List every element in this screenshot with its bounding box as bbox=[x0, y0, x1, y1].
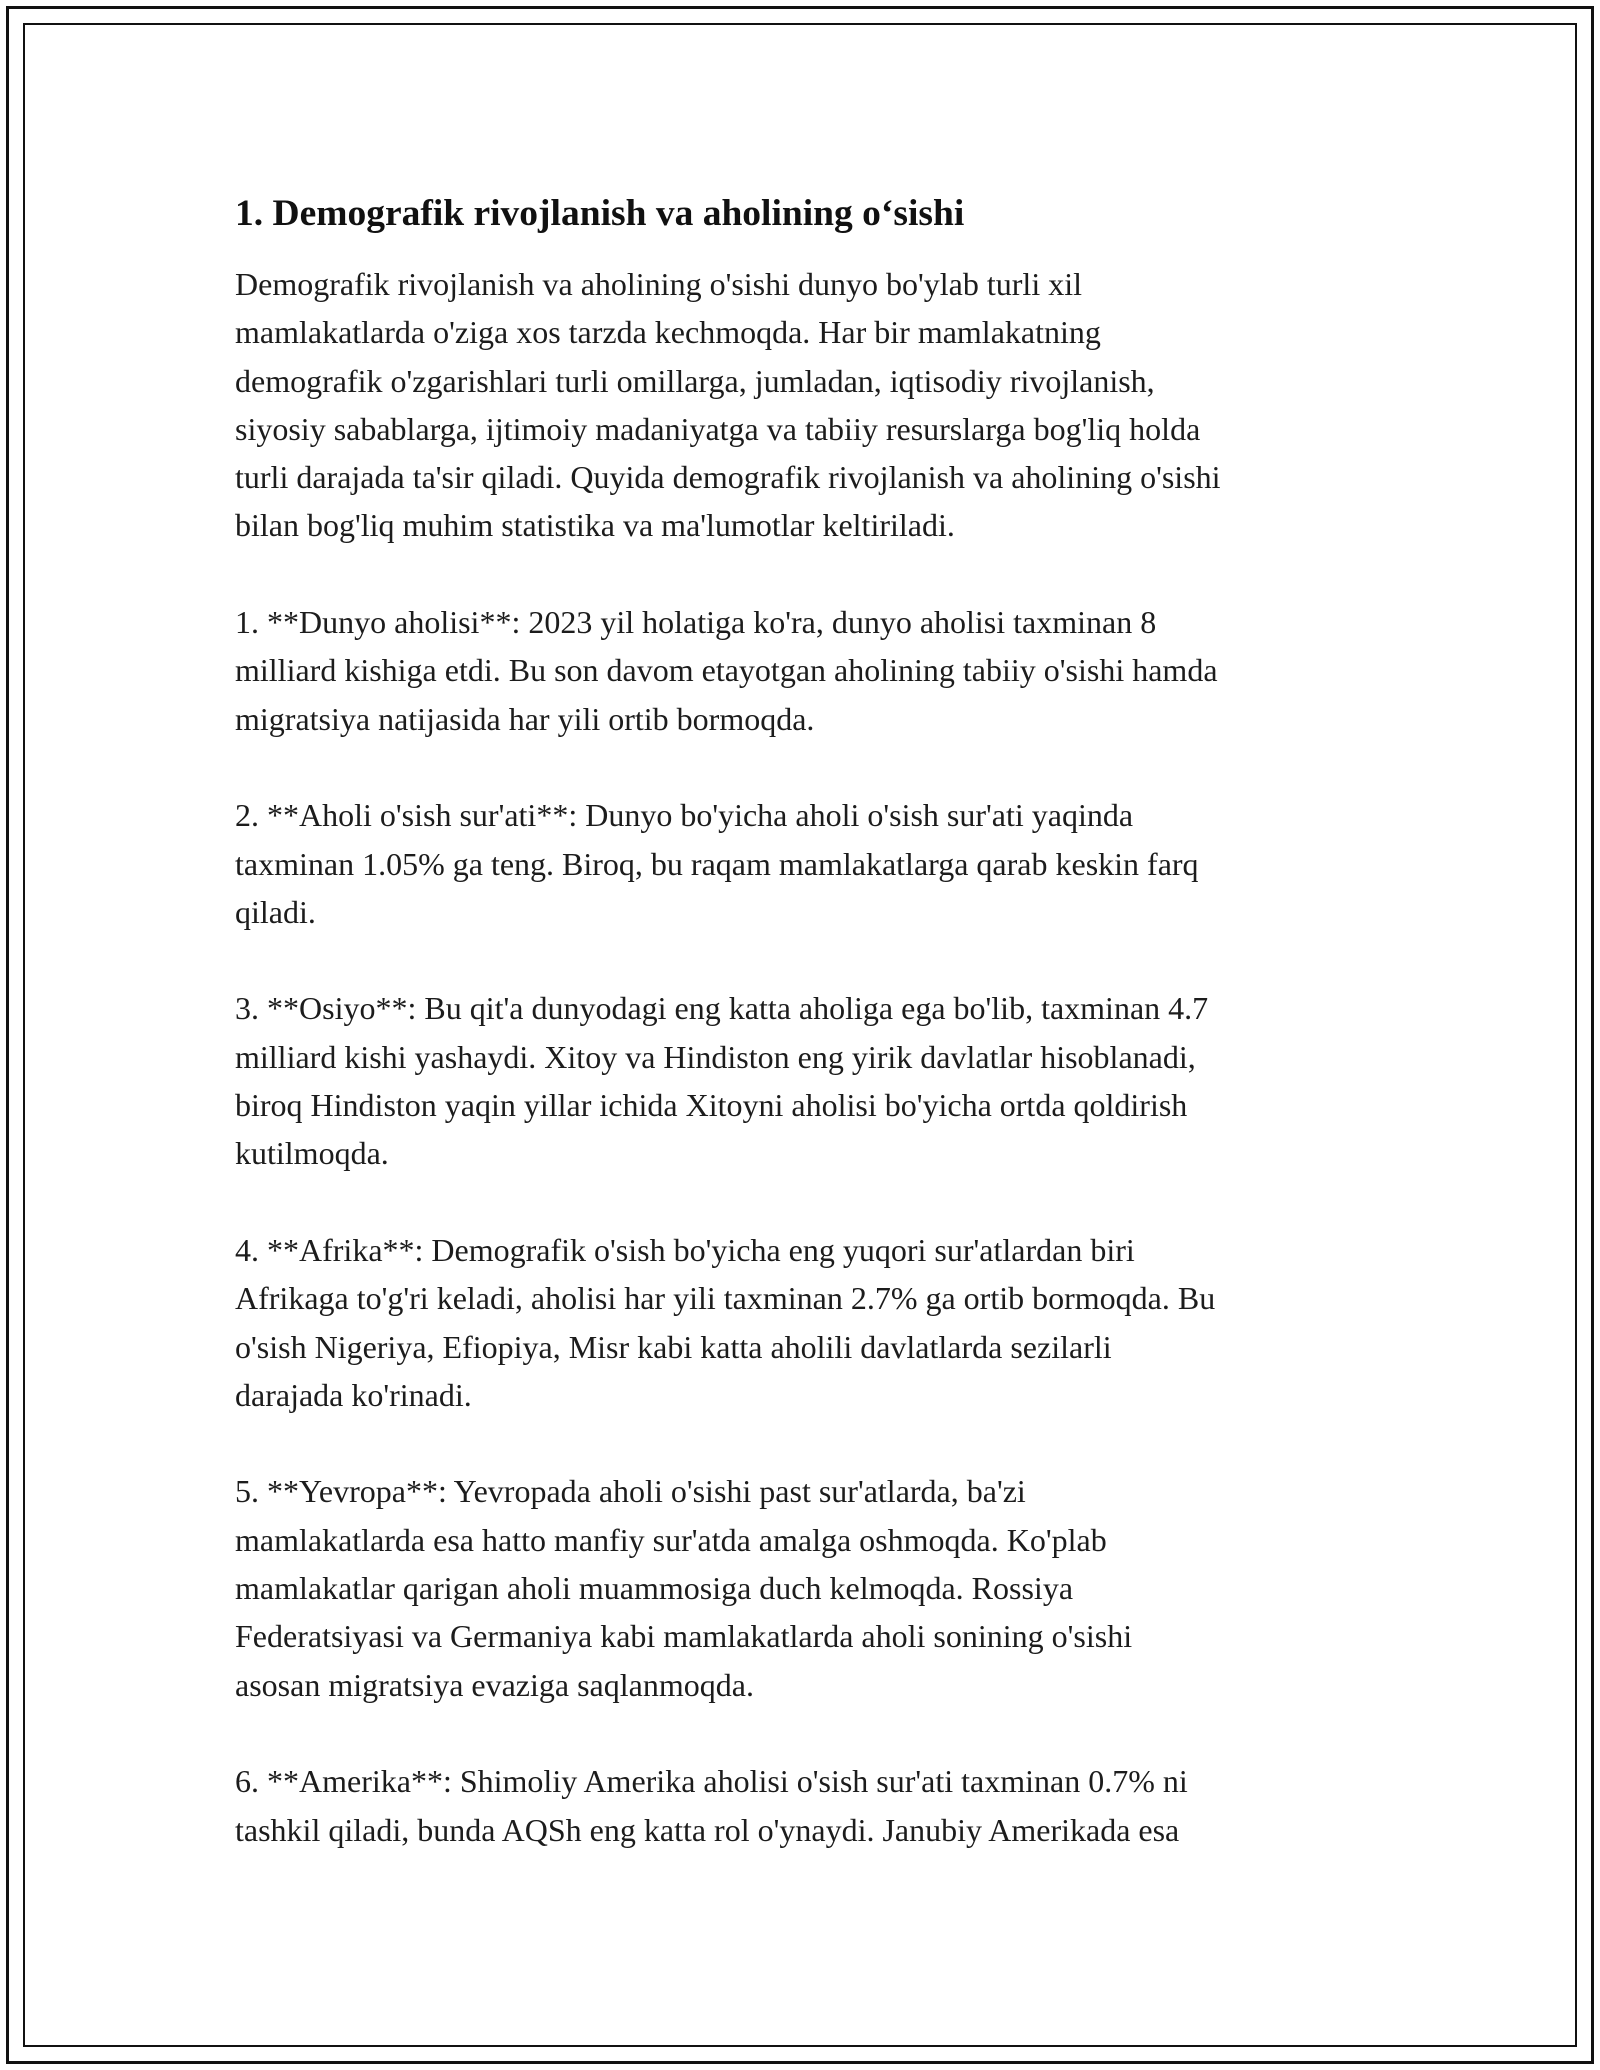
text-line: asosan migratsiya evaziga saqlanmoqda. bbox=[235, 1666, 754, 1703]
section-title: 1. Demografik rivojlanish va aholining o‘sishi bbox=[235, 193, 965, 234]
text-line: 5. **Yevropa**: Yevropada aholi o'sishi past sur'atlarda, ba'zi bbox=[235, 1473, 1026, 1510]
text-line: milliard kishiga etdi. Bu son davom etayotgan aholining tabiiy o'sishi hamda bbox=[235, 652, 1218, 689]
text-line: 3. **Osiyo**: Bu qit'a dunyodagi eng katta aholiga ega bo'lib, taxminan 4.7 bbox=[235, 990, 1209, 1027]
text-line: taxminan 1.05% ga teng. Biroq, bu raqam mamlakatlarga qarab keskin farq bbox=[235, 845, 1199, 882]
text-line: milliard kishi yashaydi. Xitoy va Hindiston eng yirik davlatlar hisoblanadi, bbox=[235, 1038, 1196, 1075]
document-body bbox=[235, 186, 1375, 1902]
text-line: bilan bog'liq muhim statistika va ma'lumotlar keltiriladi. bbox=[235, 507, 955, 544]
intro-paragraph bbox=[235, 260, 1375, 550]
text-line: qiladi. bbox=[235, 893, 316, 930]
text-line: 4. **Afrika**: Demografik o'sish bo'yicha eng yuqori sur'atlardan biri bbox=[235, 1231, 1135, 1268]
text-line: turli darajada ta'sir qiladi. Quyida demografik rivojlanish va aholining o'sishi bbox=[235, 459, 1221, 496]
text-line: mamlakatlarda esa hatto manfiy sur'atda amalga oshmoqda. Ko'plab bbox=[235, 1521, 1107, 1558]
list-item-paragraph bbox=[235, 1467, 1375, 1708]
text-line: biroq Hindiston yaqin yillar ichida Xitoyni aholisi bo'yicha ortda qoldirish bbox=[235, 1087, 1188, 1124]
text-line: kutilmoqda. bbox=[235, 1135, 389, 1172]
text-line: tashkil qiladi, bunda AQSh eng katta rol o'ynaydi. Janubiy Amerikada esa bbox=[235, 1811, 1180, 1848]
text-line: 2. **Aholi o'sish sur'ati**: Dunyo bo'yicha aholi o'sish sur'ati yaqinda bbox=[235, 797, 1134, 834]
text-line: migratsiya natijasida har yili ortib bormoqda. bbox=[235, 700, 815, 737]
text-line: Afrikaga to'g'ri keladi, aholisi har yili taxminan 2.7% ga ortib bormoqda. Bu bbox=[235, 1280, 1216, 1317]
text-line: siyosiy sabablarga, ijtimoiy madaniyatga va tabiiy resurslarga bog'liq holda bbox=[235, 410, 1201, 447]
text-line: darajada ko'rinadi. bbox=[235, 1376, 472, 1413]
list-item-paragraph bbox=[235, 1226, 1375, 1419]
list-item-paragraph bbox=[235, 598, 1375, 743]
paragraph-list bbox=[235, 260, 1375, 1854]
text-line: mamlakatlar qarigan aholi muammosiga duch kelmoqda. Rossiya bbox=[235, 1570, 1074, 1607]
text-line: 6. **Amerika**: Shimoliy Amerika aholisi o'sish sur'ati taxminan 0.7% ni bbox=[235, 1763, 1188, 1800]
text-line: mamlakatlarda o'ziga xos tarzda kechmoqda. Har bir mamlakatning bbox=[235, 314, 1101, 351]
text-line: 1. **Dunyo aholisi**: 2023 yil holatiga ko'ra, dunyo aholisi taxminan 8 bbox=[235, 604, 1157, 641]
text-line: demografik o'zgarishlari turli omillarga, jumladan, iqtisodiy rivojlanish, bbox=[235, 362, 1155, 399]
list-item-paragraph bbox=[235, 1757, 1375, 1854]
text-line: Demografik rivojlanish va aholining o'sishi dunyo bo'ylab turli xil bbox=[235, 266, 1082, 302]
list-item-paragraph bbox=[235, 984, 1375, 1177]
text-line: Federatsiyasi va Germaniya kabi mamlakatlarda aholi sonining o'sishi bbox=[235, 1618, 1133, 1655]
list-item-paragraph bbox=[235, 791, 1375, 936]
text-line: o'sish Nigeriya, Efiopiya, Misr kabi katta aholili davlatlarda sezilarli bbox=[235, 1328, 1112, 1365]
